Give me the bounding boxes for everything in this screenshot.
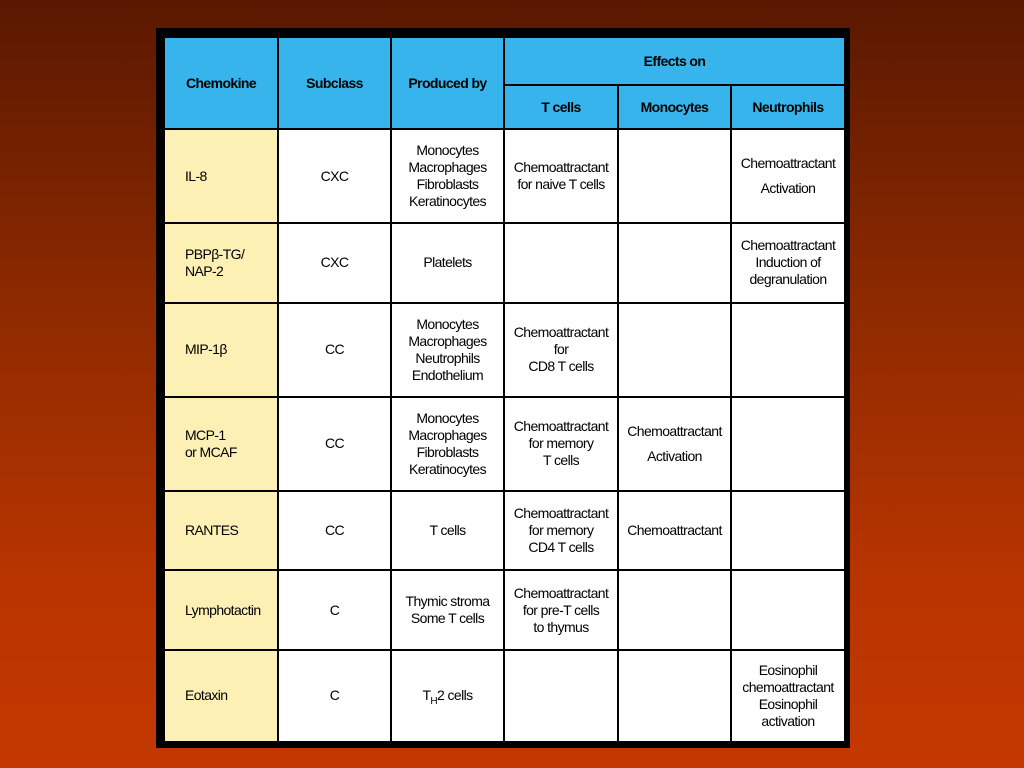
chemokine-name-cell	[164, 397, 278, 491]
chemokine-name: or MCAF	[185, 443, 237, 460]
monocytes-effect-cell	[618, 303, 731, 397]
neutrophils-effect-cell	[731, 397, 845, 491]
effect-line: activation	[761, 712, 815, 729]
effect-line: Chemoattractant	[627, 422, 722, 439]
header-subclass: Subclass	[278, 37, 391, 129]
t-cells-effect-cell	[504, 397, 618, 491]
chemokine-name-cell	[164, 223, 278, 302]
effect-line: Chemoattractant	[513, 324, 609, 341]
t-cells-effect-cell	[504, 223, 618, 302]
t-cells-effect-cell	[504, 650, 618, 742]
slide-frame	[156, 28, 850, 748]
chemokine-name: Eotaxin	[185, 687, 228, 704]
t-cells-effect-cell	[504, 129, 618, 223]
chemokine-name: MIP-1β	[185, 341, 227, 358]
chemokine-name: RANTES	[185, 522, 239, 539]
chemokine-name: MCP-1	[185, 426, 226, 443]
effect-line: T cells	[543, 452, 579, 469]
produced-by-line: Macrophages	[408, 159, 487, 176]
subclass-cell: C	[278, 650, 391, 742]
monocytes-effect-cell	[618, 650, 731, 742]
effect-line: Activation	[647, 447, 702, 464]
effect-line: Chemoattractant	[513, 418, 609, 435]
effect-line: Chemoattractant	[740, 155, 836, 172]
header-monocytes: Monocytes	[618, 85, 731, 129]
neutrophils-effect-cell	[731, 570, 845, 649]
produced-by-prefix: T	[422, 687, 431, 704]
produced-by-line: Some T cells	[410, 610, 485, 627]
table-row	[164, 129, 845, 223]
header-chemokine: Chemokine	[164, 37, 278, 129]
effect-line: Chemoattractant	[513, 584, 609, 601]
subclass-cell: CXC	[278, 223, 391, 302]
produced-by-line: Endothelium	[411, 366, 484, 383]
subclass-cell: CC	[278, 491, 391, 570]
effect-line: for pre-T cells	[522, 601, 600, 618]
effect-line: Chemoattractant	[513, 159, 609, 176]
produced-by-line: Fibroblasts	[416, 176, 479, 193]
chemokine-name: IL-8	[185, 167, 207, 184]
effect-line: degranulation	[749, 271, 827, 288]
produced-by-line: Monocytes	[416, 409, 479, 426]
monocytes-effect-cell	[618, 491, 731, 570]
neutrophils-effect-cell	[731, 223, 845, 302]
effect-line: Chemoattractant	[740, 237, 836, 254]
produced-by-line: Macrophages	[408, 332, 487, 349]
table-row	[164, 223, 845, 302]
t-cells-effect-cell	[504, 491, 618, 570]
subclass-cell: CXC	[278, 129, 391, 223]
header-t-cells: T cells	[504, 85, 618, 129]
produced-by-line: Monocytes	[416, 142, 479, 159]
t-cells-effect-cell	[504, 303, 618, 397]
header-produced-by: Produced by	[391, 37, 504, 129]
chemokine-name-cell	[164, 303, 278, 397]
produced-by-line: Fibroblasts	[416, 443, 479, 460]
chemokine-name-cell	[164, 570, 278, 649]
effect-line: Eosinophil	[758, 695, 818, 712]
header-neutrophils: Neutrophils	[731, 85, 845, 129]
produced-by-line: Thymic stroma	[405, 593, 490, 610]
neutrophils-effect-cell	[731, 650, 845, 742]
neutrophils-effect-cell	[731, 491, 845, 570]
t-cells-effect-cell	[504, 570, 618, 649]
produced-by-cell	[391, 570, 504, 649]
subclass-cell: CC	[278, 303, 391, 397]
monocytes-effect-cell	[618, 570, 731, 649]
effect-line: to thymus	[533, 618, 589, 635]
chemokine-name-cell	[164, 129, 278, 223]
chemokine-name-cell	[164, 650, 278, 742]
produced-by-cell	[391, 129, 504, 223]
effect-line: CD4 T cells	[528, 539, 594, 556]
produced-by-cell	[391, 397, 504, 491]
chemokine-name: Lymphotactin	[185, 601, 261, 618]
effect-line: for memory	[528, 522, 594, 539]
effect-line: for memory	[528, 435, 594, 452]
effect-line: Chemoattractant	[513, 505, 609, 522]
produced-by-cell	[391, 223, 504, 302]
produced-by-line: Keratinocytes	[408, 193, 487, 210]
produced-by-subscript: H	[430, 696, 438, 708]
effect-line: Chemoattractant	[627, 522, 722, 539]
produced-by-line: T cells	[429, 522, 466, 539]
produced-by-cell	[391, 650, 504, 742]
produced-by-line: Monocytes	[416, 315, 479, 332]
effect-line: Eosinophil	[758, 661, 818, 678]
neutrophils-effect-cell	[731, 129, 845, 223]
effect-line: for	[553, 341, 569, 358]
monocytes-effect-cell	[618, 223, 731, 302]
monocytes-effect-cell	[618, 397, 731, 491]
produced-by-cell	[391, 303, 504, 397]
subclass-cell: CC	[278, 397, 391, 491]
produced-by-line: Platelets	[423, 254, 472, 271]
effect-line: Activation	[760, 180, 816, 197]
effect-line: CD8 T cells	[528, 358, 594, 375]
produced-by-line: Macrophages	[408, 426, 487, 443]
produced-by-line: Neutrophils	[415, 349, 480, 366]
table-row	[164, 491, 845, 570]
header-effects-on: Effects on	[504, 37, 845, 85]
produced-by-suffix: 2 cells	[437, 687, 473, 704]
table-row	[164, 303, 845, 397]
chemokine-name: PBPβ-TG/	[185, 245, 245, 262]
chemokine-table	[163, 36, 846, 743]
chemokine-name: NAP-2	[185, 262, 224, 279]
table-row	[164, 570, 845, 649]
table-row	[164, 397, 845, 491]
neutrophils-effect-cell	[731, 303, 845, 397]
produced-by-cell	[391, 491, 504, 570]
produced-by-line: Keratinocytes	[408, 460, 487, 477]
chemokine-name-cell	[164, 491, 278, 570]
effect-line: chemoattractant	[742, 678, 834, 695]
subclass-cell: C	[278, 570, 391, 649]
monocytes-effect-cell	[618, 129, 731, 223]
effect-line: for naive T cells	[517, 176, 605, 193]
effect-line: Induction of	[755, 254, 821, 271]
table-row	[164, 650, 845, 742]
